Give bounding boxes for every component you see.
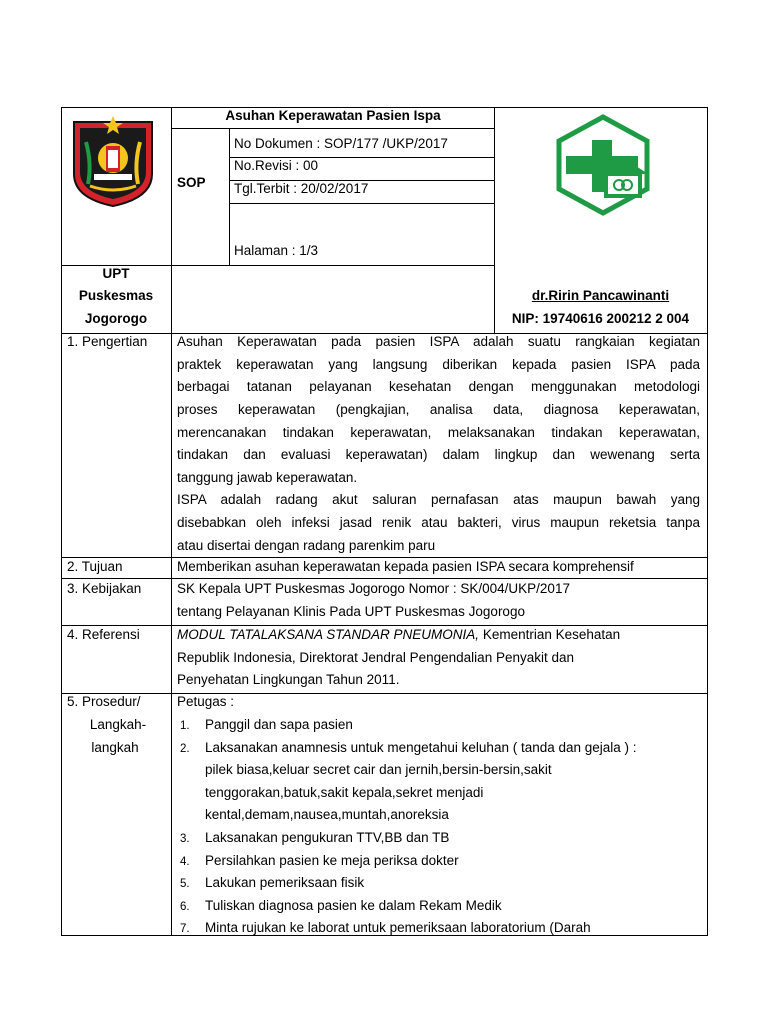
signer-nip: NIP: 19740616 200212 2 004: [511, 311, 690, 326]
table-border-right: [707, 107, 708, 936]
petugas-heading: Petugas :: [177, 694, 235, 709]
step-number: 4.: [180, 856, 190, 868]
sop-details-divider: [229, 128, 230, 265]
org-name-line2: Puskesmas: [78, 288, 154, 303]
step-text: Laksanakan anamnesis untuk mengetahui keluhan ( tanda dan gejala ) :: [205, 740, 637, 755]
referensi-publisher: Kementrian Kesehatan: [479, 627, 621, 642]
org-name-line1: UPT: [102, 266, 130, 281]
step-text: Lakukan pemeriksaan fisik: [205, 875, 365, 890]
regency-emblem-icon: [68, 112, 158, 208]
pengertian-line: tindakan dan evaluasi keperawatan) dalam lingkup dan wewenang serta: [177, 447, 700, 462]
label-prosedur-2: Langkah-: [89, 717, 147, 732]
step-number: 3.: [180, 833, 190, 845]
label-tujuan: 2. Tujuan: [67, 559, 123, 574]
referensi-line1: [177, 627, 620, 643]
tujuan-bottom: [61, 578, 708, 579]
step-text: pilek biasa,keluar secret cair dan jernih,bersin-bersin,sakit: [205, 762, 552, 777]
pengertian-line: praktek keperawatan yang langsung diberikan kepada pasien ISPA pada: [177, 357, 700, 372]
pengertian-line: berbagai tatanan pelayanan kesehatan dengan menggunakan metodologi: [177, 379, 700, 394]
label-prosedur-3: langkah: [91, 740, 139, 755]
document-title: Asuhan Keperawatan Pasien Ispa: [225, 108, 441, 123]
pengertian-line: Asuhan Keperawatan pada pasien ISPA adalah suatu rangkaian kegiatan: [177, 334, 700, 349]
page-number: Halaman : 1/3: [234, 243, 319, 258]
revision-number: No.Revisi : 00: [234, 158, 319, 173]
pengertian-line: atau disertai dengan radang parenkim paru: [177, 538, 436, 553]
issue-date: Tgl.Terbit : 20/02/2017: [234, 181, 369, 196]
step-text: kental,demam,nausea,muntah,anoreksia: [205, 807, 449, 822]
step-number: 7.: [180, 923, 190, 935]
referensi-title: MODUL TATALAKSANA STANDAR PNEUMONIA,: [177, 627, 480, 642]
kebijakan-bottom: [61, 625, 708, 626]
pengertian-line: merencanakan tindakan keperawatan, melaksanakan tindakan keperawatan,: [177, 425, 700, 440]
label-prosedur-1: 5. Prosedur/: [67, 694, 141, 709]
org-name-line3: Jogorogo: [84, 311, 148, 326]
tujuan-text: Memberikan asuhan keperawatan kepada pasien ISPA secara komprehensif: [177, 559, 634, 574]
step-number: 1.: [180, 720, 190, 732]
step-text: Minta rujukan ke laborat untuk pemeriksaan laboratorium (Darah: [205, 920, 591, 935]
step-text: Panggil dan sapa pasien: [205, 717, 353, 732]
step-text: Tuliskan diagnosa pasien ke dalam Rekam Medik: [205, 898, 502, 913]
puskesmas-logo-icon: [552, 114, 654, 216]
kebijakan-line1: SK Kepala UPT Puskesmas Jogorogo Nomor : SK/004/UKP/2017: [177, 581, 570, 596]
pengertian-line: proses keperawatan (pengkajian, analisa data, diagnosa keperawatan,: [177, 402, 700, 417]
pengertian-bottom: [61, 557, 708, 558]
step-text: Persilahkan pasien ke meja periksa dokter: [205, 853, 459, 868]
kebijakan-line2: tentang Pelayanan Klinis Pada UPT Puskesmas Jogorogo: [177, 604, 525, 619]
step-text: Laksanakan pengukuran TTV,BB dan TB: [205, 830, 450, 845]
label-column-divider: [171, 107, 172, 936]
pengertian-line: disebabkan oleh infeksi jasad renik atau bakteri, virus maupun reketsia tanpa: [177, 515, 700, 530]
signer-name: dr.Ririn Pancawinanti: [531, 288, 670, 303]
step-number: 2.: [180, 743, 190, 755]
label-kebijakan: 3. Kebijakan: [67, 581, 142, 596]
referensi-bottom: [61, 693, 708, 694]
pengertian-line: tanggung jawab keperawatan.: [177, 470, 358, 485]
step-number: 6.: [180, 901, 190, 913]
pengertian-line: ISPA adalah radang akut saluran pernafasan atas maupun bawah yang: [177, 492, 700, 507]
label-referensi: 4. Referensi: [67, 627, 140, 642]
title-underline: [171, 128, 495, 129]
table-border-left: [61, 107, 62, 936]
sop-label: SOP: [177, 175, 206, 190]
step-text: tenggorakan,batuk,sakit kepala,sekret menjadi: [205, 785, 484, 800]
label-pengertian: 1. Pengertian: [67, 334, 148, 349]
referensi-line2: Republik Indonesia, Direktorat Jendral Pengendalian Penyakit dan: [177, 650, 575, 665]
step-number: 5.: [180, 878, 190, 890]
document-number: No Dokumen : SOP/177 /UKP/2017: [234, 136, 448, 151]
referensi-line3: Penyehatan Lingkungan Tahun 2011.: [177, 672, 400, 687]
issued-underline: [229, 203, 495, 204]
